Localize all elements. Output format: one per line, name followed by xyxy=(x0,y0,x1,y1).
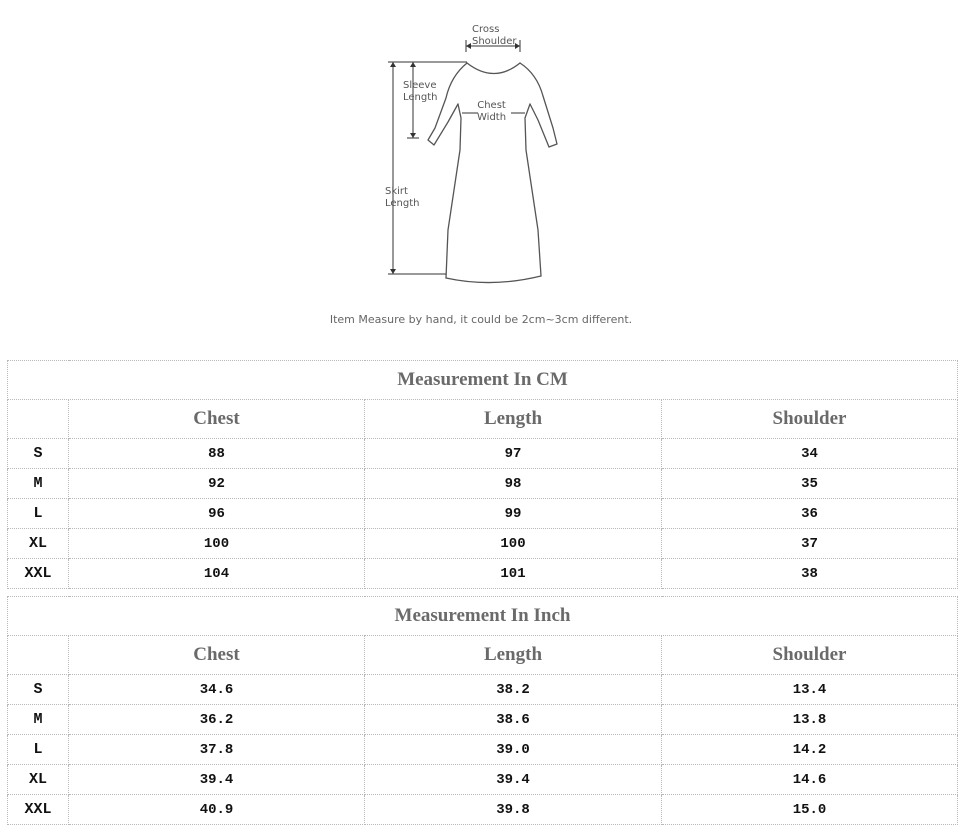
size-table-inch xyxy=(7,596,958,825)
chest-value: 37.8 xyxy=(69,735,365,765)
shoulder-value: 14.2 xyxy=(662,735,958,765)
length-value: 97 xyxy=(365,439,662,469)
shoulder-value: 15.0 xyxy=(662,795,958,825)
length-value: 39.4 xyxy=(365,765,662,795)
table-row xyxy=(8,795,958,825)
table-row xyxy=(8,735,958,765)
size-label: XL xyxy=(8,529,69,559)
table-row xyxy=(8,765,958,795)
size-table-cm xyxy=(7,360,958,589)
chest-value: 100 xyxy=(69,529,365,559)
size-label: XL xyxy=(8,765,69,795)
shoulder-value: 35 xyxy=(662,469,958,499)
column-header-length: Length xyxy=(365,400,662,439)
table-row xyxy=(8,529,958,559)
shoulder-value: 34 xyxy=(662,439,958,469)
chest-value: 92 xyxy=(69,469,365,499)
table-row xyxy=(8,439,958,469)
length-value: 100 xyxy=(365,529,662,559)
length-value: 99 xyxy=(365,499,662,529)
length-value: 39.0 xyxy=(365,735,662,765)
length-value: 98 xyxy=(365,469,662,499)
shoulder-value: 14.6 xyxy=(662,765,958,795)
shoulder-value: 37 xyxy=(662,529,958,559)
cross-shoulder-label: Cross Shoulder xyxy=(472,24,517,47)
chest-value: 40.9 xyxy=(69,795,365,825)
empty-header-cell xyxy=(8,400,69,439)
chest-value: 88 xyxy=(69,439,365,469)
column-header-chest: Chest xyxy=(69,636,365,675)
table-row xyxy=(8,705,958,735)
empty-header-cell xyxy=(8,636,69,675)
table-row xyxy=(8,675,958,705)
shoulder-value: 36 xyxy=(662,499,958,529)
column-header-length: Length xyxy=(365,636,662,675)
shoulder-value: 13.4 xyxy=(662,675,958,705)
size-label: S xyxy=(8,675,69,705)
length-value: 39.8 xyxy=(365,795,662,825)
size-label: S xyxy=(8,439,69,469)
chest-width-label: Chest Width xyxy=(477,100,507,123)
column-header-chest: Chest xyxy=(69,400,365,439)
shoulder-value: 38 xyxy=(662,559,958,589)
column-header-shoulder: Shoulder xyxy=(662,636,958,675)
column-header-shoulder: Shoulder xyxy=(662,400,958,439)
table-row xyxy=(8,499,958,529)
size-label: L xyxy=(8,499,69,529)
table-title: Measurement In CM xyxy=(8,361,958,400)
skirt-length-label: Skirt Length xyxy=(385,186,420,209)
size-label: M xyxy=(8,705,69,735)
dress-measurement-diagram xyxy=(0,0,962,300)
chest-value: 104 xyxy=(69,559,365,589)
shoulder-value: 13.8 xyxy=(662,705,958,735)
sleeve-length-label: Sleeve Length xyxy=(403,80,438,103)
chest-value: 39.4 xyxy=(69,765,365,795)
table-title: Measurement In Inch xyxy=(8,597,958,636)
measurement-note: Item Measure by hand, it could be 2cm~3cm different. xyxy=(329,313,633,326)
length-value: 101 xyxy=(365,559,662,589)
size-label: L xyxy=(8,735,69,765)
size-label: M xyxy=(8,469,69,499)
size-label: XXL xyxy=(8,795,69,825)
chest-value: 96 xyxy=(69,499,365,529)
table-row xyxy=(8,469,958,499)
length-value: 38.2 xyxy=(365,675,662,705)
size-label: XXL xyxy=(8,559,69,589)
table-row xyxy=(8,559,958,589)
chest-value: 36.2 xyxy=(69,705,365,735)
chest-value: 34.6 xyxy=(69,675,365,705)
length-value: 38.6 xyxy=(365,705,662,735)
